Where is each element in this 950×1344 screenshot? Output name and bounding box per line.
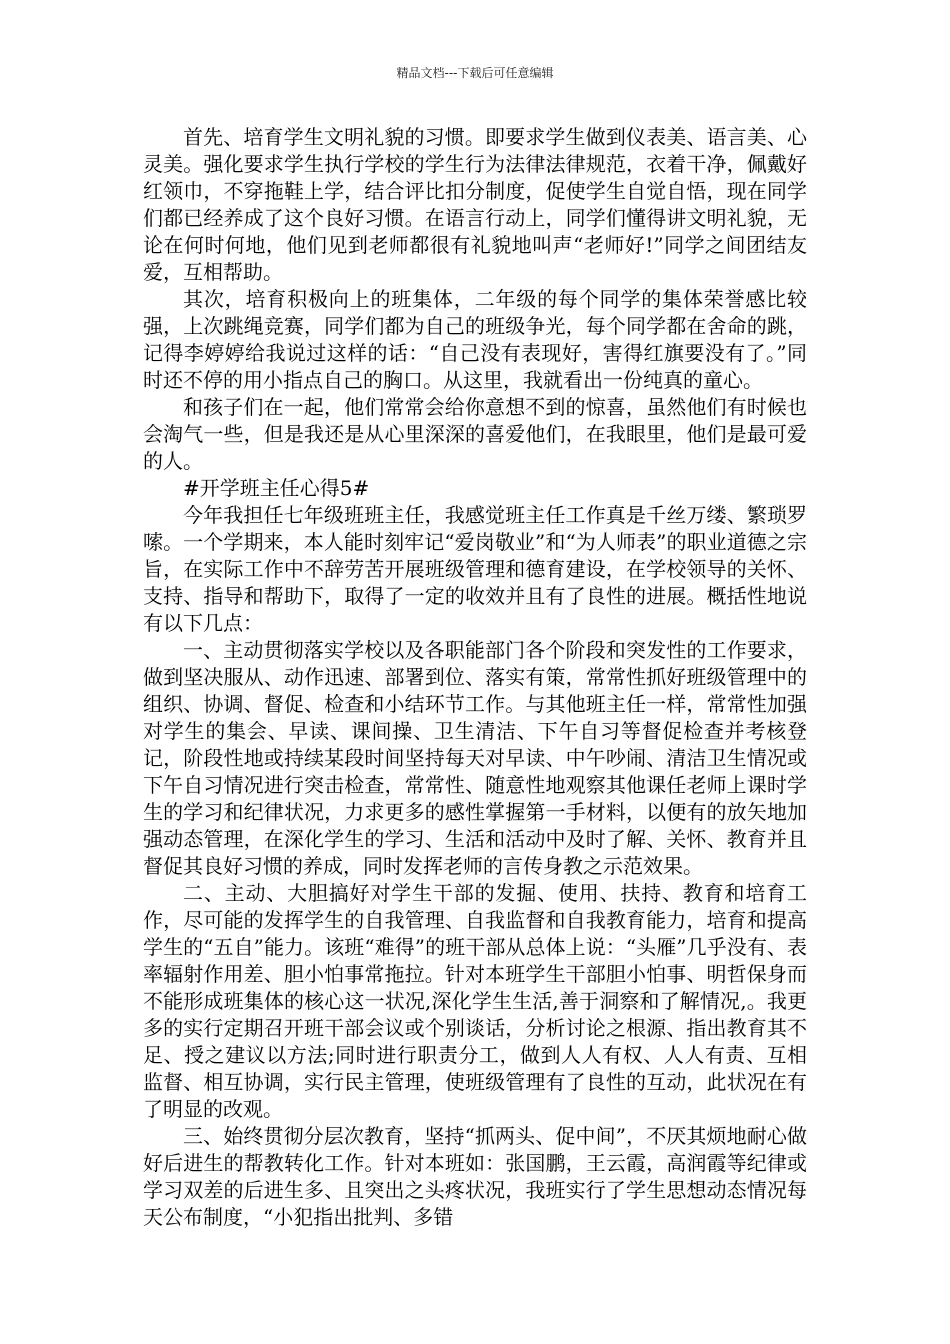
paragraph: 三、始终贯彻分层次教育，坚持“抓两头、促中间”，不厌其烦地耐心做好后进生的帮教转化工作。针对本班如：张国鹏，王云霞，高润霞等纪律或学习双差的后进生多、且突出之头疼状况，我班实行了学生思想动态情况每天公布制度，“小犯指出批判、多错 bbox=[143, 1124, 807, 1229]
paragraph: 一、主动贯彻落实学校以及各职能部门各个阶段和突发性的工作要求，做到坚决服从、动作迅速、部署到位、落实有策，常常性抓好班级管理中的组织、协调、督促、检查和小结环节工作。与其他班主任一样，常常性加强对学生的集会、早读、课间操、卫生清洁、下午自习等督促检查并考核登记，阶段性地或持续某段时间坚持每天对早读、中午吵闹、清洁卫生情况或下午自习情况进行突击检查，常常性、随意性地观察其他课任老师上课时学生的学习和纪律状况，力求更多的感性掌握第一手材料，以便有的放矢地加强动态管理，在深化学生的学习、生活和活动中及时了解、关怀、教育并且督促其良好习惯的养成，同时发挥老师的言传身教之示范效果。 bbox=[143, 638, 807, 878]
paragraph: 其次，培育积极向上的班集体，二年级的每个同学的集体荣誉感比较强，上次跳绳竞赛，同学们都为自己的班级争光，每个同学都在舍命的跳，记得李婷婷给我说过这样的话：“自己没有表现好，害得红旗要没有了。”同时还不停的用小指点自己的胸口。从这里，我就看出一份纯真的童心。 bbox=[143, 287, 807, 392]
paragraph: 首先、培育学生文明礼貌的习惯。即要求学生做到仪表美、语言美、心灵美。强化要求学生执行学校的学生行为法律法律规范，衣着干净，佩戴好红领巾，不穿拖鞋上学，结合评比扣分制度，促使学生自觉自悟，现在同学们都已经养成了这个良好习惯。在语言行动上，同学们懂得讲文明礼貌，无论在何时何地，他们见到老师都很有礼貌地叫声“老师好!”同学之间团结友爱，互相帮助。 bbox=[143, 125, 807, 284]
paragraph: 今年我担任七年级班班主任，我感觉班主任工作真是千丝万缕、繁琐罗嗦。一个学期来，本人能时刻牢记“爱岗敬业”和“为人师表”的职业道德之宗旨，在实际工作中不辞劳苦开展班级管理和德育建设，在学校领导的关怀、支持、指导和帮助下，取得了一定的收效并且有了良性的进展。概括性地说有以下几点： bbox=[143, 503, 807, 635]
page-header: 精品文档---下载后可任意编辑 bbox=[396, 66, 554, 80]
section-heading: #开学班主任心得5# bbox=[183, 476, 370, 500]
paragraph: 二、主动、大胆搞好对学生干部的发掘、使用、扶持、教育和培育工作，尽可能的发挥学生的自我管理、自我监督和自我教育能力，培育和提高学生的“五自”能力。该班“难得”的班干部从总体上说：“头雁”几乎没有、表率辐射作用差、胆小怕事常拖拉。针对本班学生干部胆小怕事、明哲保身而不能形成班集体的核心这一状况,深化学生生活,善于洞察和了解情况,。我更多的实行定期召开班干部会议或个别谈话，分析讨论之根源、指出教育其不足、授之建议以方法;同时进行职责分工，做到人人有权、人人有责、互相监督、相互协调，实行民主管理，使班级管理有了良性的互动，此状况在有了明显的改观。 bbox=[143, 881, 807, 1121]
document-body bbox=[143, 124, 807, 1231]
paragraph: 和孩子们在一起，他们常常会给你意想不到的惊喜，虽然他们有时候也会淘气一些，但是我还是从心里深深的喜爱他们，在我眼里，他们是最可爱的人。 bbox=[143, 395, 807, 473]
